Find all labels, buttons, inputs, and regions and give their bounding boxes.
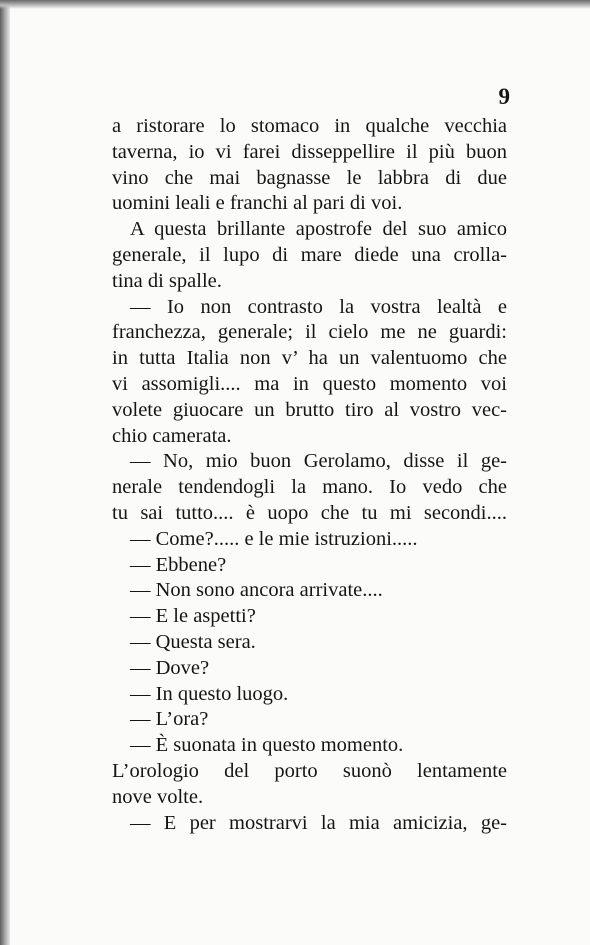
page-number: 9	[498, 84, 510, 109]
text-line: — Ebbene?	[130, 553, 227, 576]
body-text	[112, 114, 507, 836]
text-line: L’orologio del porto suonò lentamente	[112, 759, 507, 782]
text-line: — No, mio buon Gerolamo, disse il ge-	[130, 450, 507, 473]
text-line: volete giuocare un brutto tiro al vostro vec-	[112, 398, 507, 421]
text-line: vi assomigli.... ma in questo momento voi	[112, 372, 507, 395]
text-line: — Non sono ancora arrivate....	[130, 579, 383, 602]
text-line: — E per mostrarvi la mia amicizia, ge-	[130, 811, 507, 834]
text-line: — L’ora?	[130, 708, 209, 731]
text-line: A questa brillante apostrofe del suo amico	[130, 218, 507, 241]
text-line: tina di spalle.	[112, 269, 222, 292]
text-line: generale, il lupo di mare diede una crolla-	[112, 243, 507, 266]
text-line: chio camerata.	[112, 424, 232, 447]
text-line: franchezza, generale; il cielo me ne guardi:	[112, 321, 507, 344]
text-line: taverna, io vi farei disseppellire il più buon	[112, 140, 507, 163]
page-binding-edge	[0, 0, 10, 945]
text-line: — In questo luogo.	[130, 682, 289, 705]
text-line: tu sai tutto.... è uopo che tu mi secondi....	[112, 501, 507, 524]
text-line: nerale tendendogli la mano. Io vedo che	[112, 476, 507, 499]
page-top-edge	[0, 0, 590, 9]
text-line: — Dove?	[130, 656, 210, 679]
text-line: — Come?..... e le mie istruzioni.....	[130, 527, 418, 550]
text-line: in tutta Italia non v’ ha un valentuomo che	[112, 347, 507, 370]
text-line: — Io non contrasto la vostra lealtà e	[130, 295, 507, 318]
text-line: — E le aspetti?	[130, 605, 256, 628]
text-line: uomini leali e franchi al pari di voi.	[112, 192, 403, 215]
text-line: — È suonata in questo momento.	[130, 734, 404, 757]
text-line: — Questa sera.	[130, 630, 256, 653]
text-line: vino che mai bagnasse le labbra di due	[112, 166, 507, 189]
text-line: a ristorare lo stomaco in qualche vecchia	[112, 115, 507, 137]
text-line: nove volte.	[112, 785, 204, 808]
